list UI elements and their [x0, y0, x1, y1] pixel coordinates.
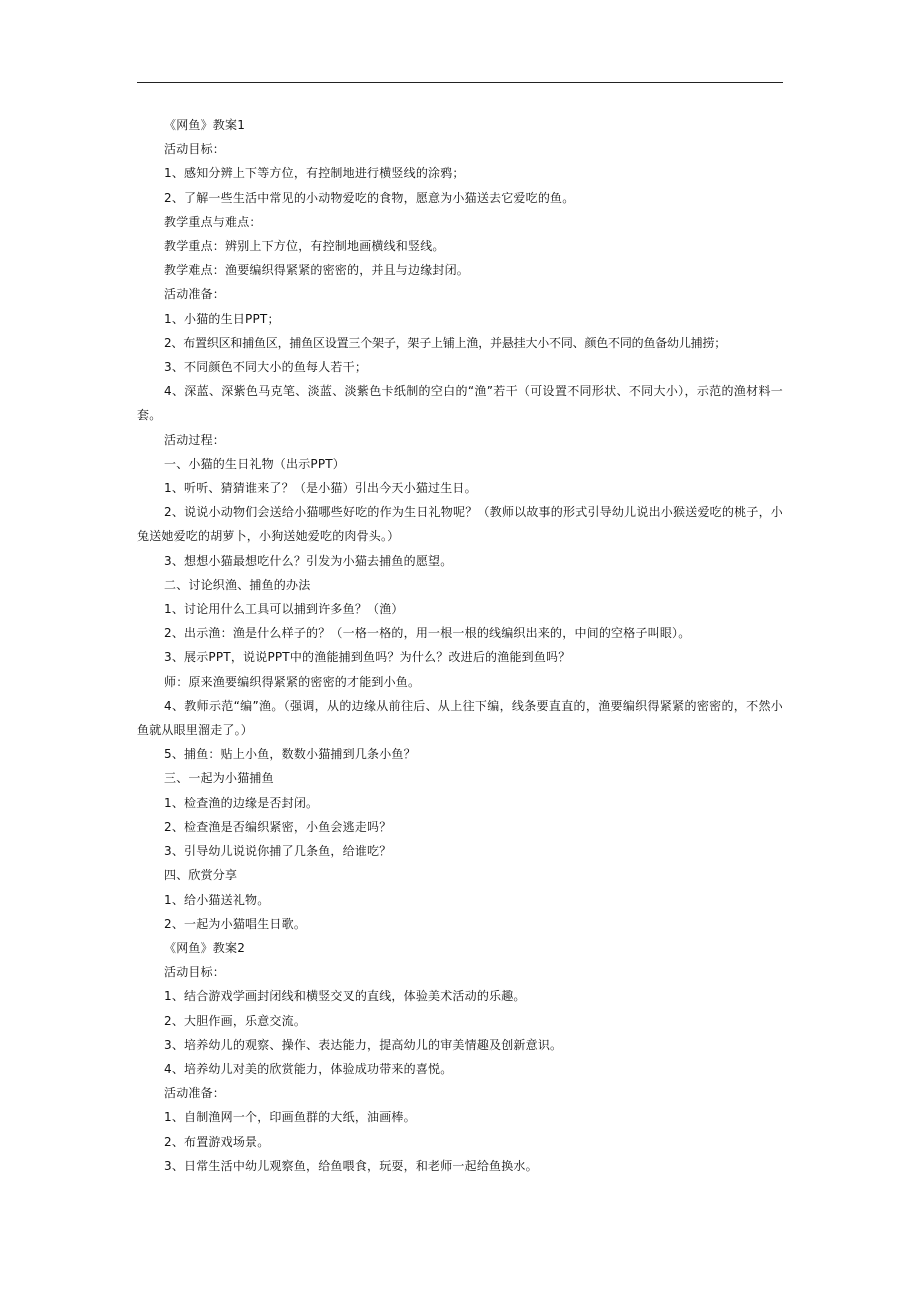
list-item: 2、说说小动物们会送给小猫哪些好吃的作为生日礼物呢？（教师以故事的形式引导幼儿说出小猴送爱吃的桃子，小兔送她爱吃的胡萝卜，小狗送她爱吃的肉骨头。） — [137, 505, 783, 544]
list-item: 2、出示渔：渔是什么样子的？（一格一格的，用一根一根的线编织出来的，中间的空格子叫眼）。 — [164, 626, 691, 641]
paragraph: 教学重点：辨别上下方位，有控制地画横线和竖线。 — [164, 239, 445, 254]
list-item: 1、感知分辨上下等方位，有控制地进行横竖线的涂鸦； — [164, 166, 465, 181]
list-item: 2、检查渔是否编织紧密，小鱼会逃走吗？ — [164, 819, 392, 834]
section-heading: 活动准备： — [164, 1086, 226, 1101]
list-item: 1、自制渔网一个，印画鱼群的大纸，油画棒。 — [164, 1110, 416, 1125]
list-item: 5、捕鱼：贴上小鱼，数数小猫捕到几条小鱼？ — [164, 747, 416, 762]
paragraph: 教学难点：渔要编织得紧紧的密密的，并且与边缘封闭。 — [164, 263, 470, 278]
document-body — [137, 113, 783, 1178]
list-item: 3、展示PPT，说说PPT中的渔能捕到鱼吗？为什么？改进后的渔能到鱼吗？ — [164, 650, 571, 665]
list-item: 2、布置织区和捕鱼区，捕鱼区设置三个架子，架子上铺上渔，并悬挂大小不同、颜色不同的鱼备幼儿捕捞； — [164, 335, 727, 350]
list-item: 1、讨论用什么工具可以捕到许多鱼？（渔） — [164, 602, 404, 617]
list-item: 1、给小猫送礼物。 — [164, 892, 270, 907]
list-item: 3、日常生活中幼儿观察鱼，给鱼喂食，玩耍，和老师一起给鱼换水。 — [164, 1158, 538, 1173]
list-item: 1、结合游戏学画封闭线和横竖交叉的直线，体验美术活动的乐趣。 — [164, 989, 526, 1004]
list-item: 1、小猫的生日PPT； — [164, 311, 280, 326]
section-heading: 活动目标： — [164, 142, 226, 157]
list-item: 3、引导幼儿说说你捕了几条鱼，给谁吃？ — [164, 844, 392, 859]
list-item: 4、深蓝、深紫色马克笔、淡蓝、淡紫色卡纸制的空白的“渔”若干（可设置不同形状、不同大小），示范的渔材料一套。 — [137, 384, 783, 423]
list-item: 3、不同颜色不同大小的鱼每人若干； — [164, 360, 368, 375]
subsection-heading: 三、一起为小猫捕鱼 — [164, 771, 274, 786]
list-item: 4、教师示范“编”渔。（强调，从的边缘从前往后、从上往下编，线条要直直的，渔要编织得紧紧的密密的，不然小鱼就从眼里溜走了。） — [137, 698, 783, 738]
list-item: 3、想想小猫最想吃什么？引发为小猫去捕鱼的愿望。 — [164, 553, 453, 568]
subsection-heading: 一、小猫的生日礼物（出示PPT） — [164, 456, 346, 471]
list-item: 4、培养幼儿对美的欣赏能力，体验成功带来的喜悦。 — [164, 1061, 453, 1076]
section-heading: 活动准备： — [164, 287, 226, 302]
section-heading: 活动目标： — [164, 965, 226, 980]
list-item: 2、一起为小猫唱生日歌。 — [164, 916, 307, 931]
list-item: 1、听听、猜猜谁来了？（是小猫）引出今天小猫过生日。 — [164, 481, 477, 496]
section-heading: 活动过程： — [164, 432, 226, 447]
paragraph: 师：原来渔要编织得紧紧的密密的才能到小鱼。 — [164, 674, 421, 689]
lesson-1-title: 《网鱼》教案1 — [164, 118, 246, 132]
list-item: 2、了解一些生活中常见的小动物爱吃的食物，愿意为小猫送去它爱吃的鱼。 — [164, 190, 575, 205]
list-item: 1、检查渔的边缘是否封闭。 — [164, 795, 319, 810]
lesson-2-title: 《网鱼》教案2 — [164, 940, 246, 955]
section-heading: 教学重点与难点： — [164, 214, 262, 229]
header-rule — [137, 82, 783, 83]
list-item: 3、培养幼儿的观察、操作、表达能力，提高幼儿的审美情趣及创新意识。 — [164, 1037, 563, 1052]
list-item: 2、布置游戏场景。 — [164, 1134, 270, 1149]
subsection-heading: 二、讨论织渔、捕鱼的办法 — [164, 577, 311, 592]
list-item: 2、大胆作画，乐意交流。 — [164, 1013, 307, 1028]
subsection-heading: 四、欣赏分享 — [164, 868, 238, 883]
